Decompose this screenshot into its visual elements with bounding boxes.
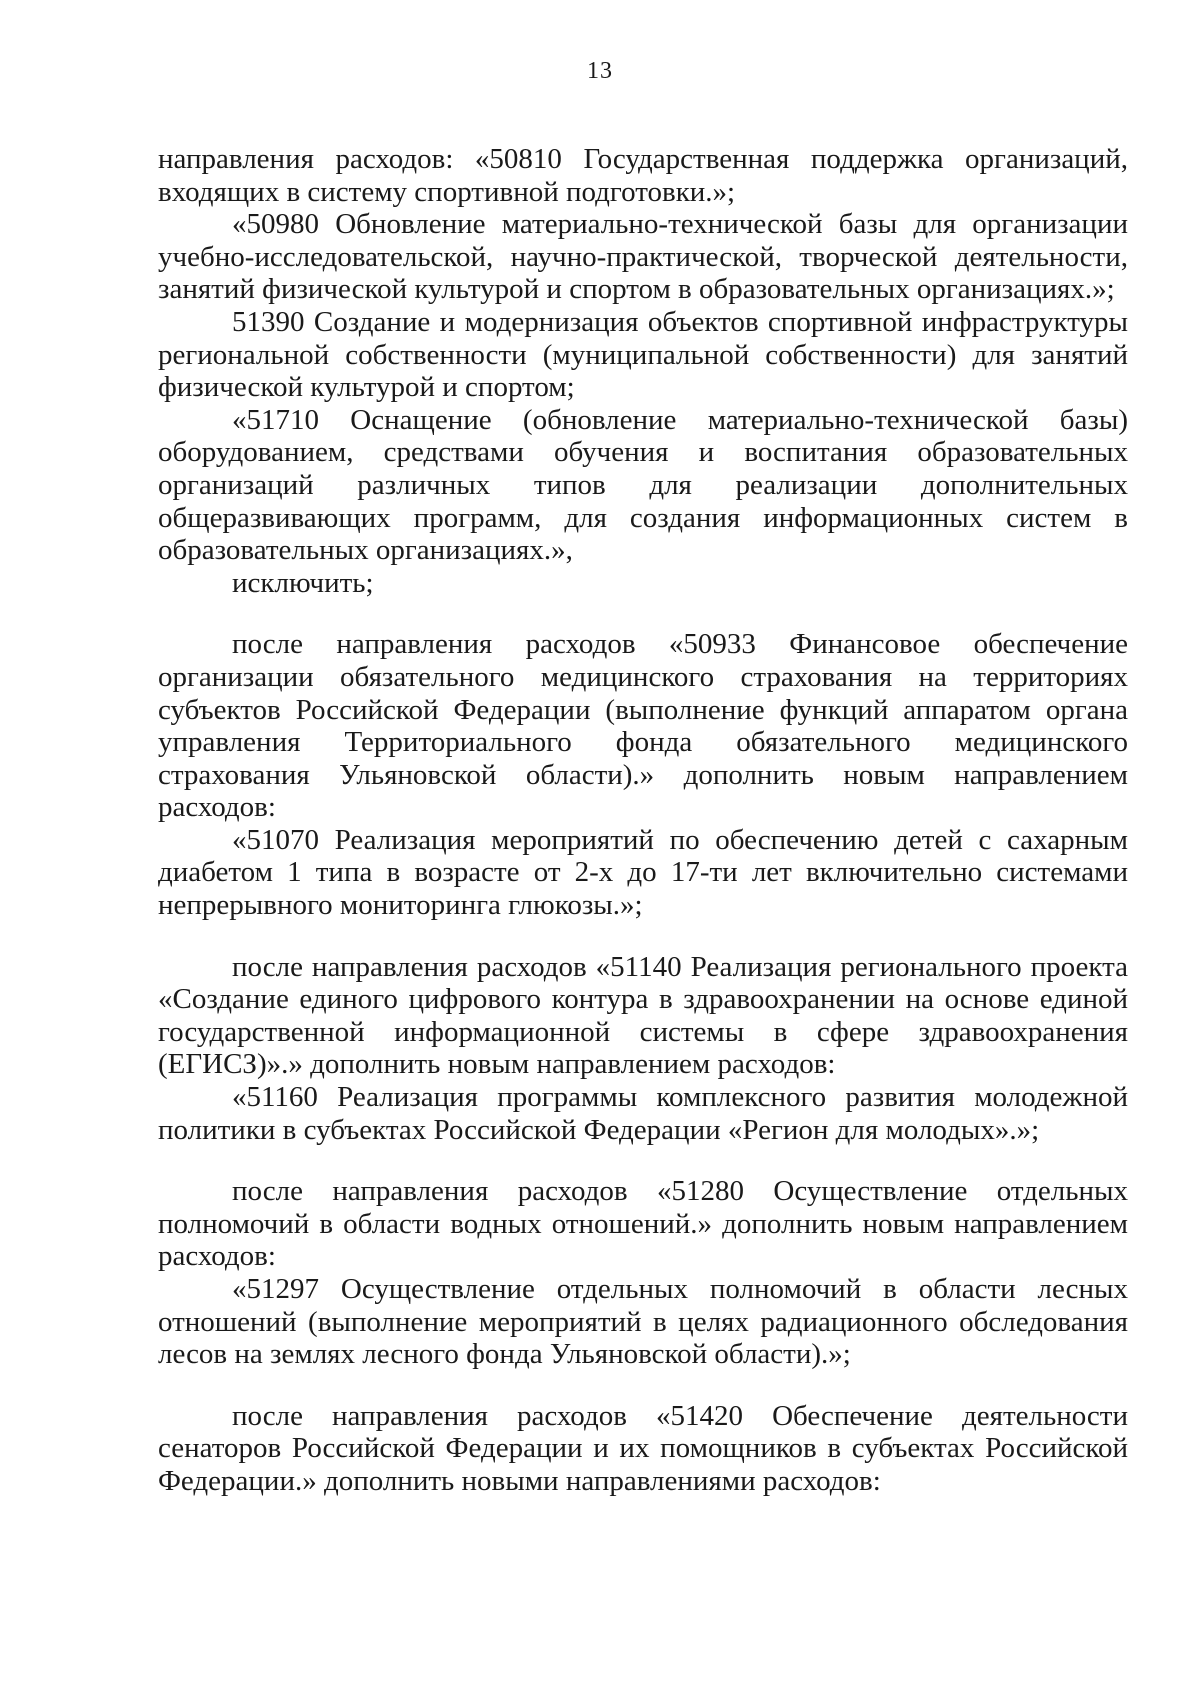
paragraph: после направления расходов «51140 Реализация регионального проекта «Создание единого цифрового контура в здравоохранении на основе единой государственной информационной системы в сфере здравоохранения (ЕГИСЗ)».» дополнить новым направлением расходов: <box>158 950 1128 1081</box>
paragraph: 51390 Создание и модернизация объектов спортивной инфраструктуры региональной собственности (муниципальной собственности) для занятий физической культурой и спортом; <box>158 305 1128 404</box>
page-number: 13 <box>587 58 613 84</box>
paragraph: исключить; <box>232 566 374 599</box>
paragraph: «51160 Реализация программы комплексного развития молодежной политики в субъектах Российской Федерации «Регион для молодых».»; <box>158 1081 1128 1146</box>
paragraph: после направления расходов «51280 Осуществление отдельных полномочий в области водных отношений.» дополнить новым направлением расходов: <box>158 1175 1128 1273</box>
paragraph: «51710 Оснащение (обновление материально-технической базы) оборудованием, средствами обучения и воспитания образовательных организаций различных типов для реализации дополнительных общеразвивающих программ, для создания информационных систем в образовательных организациях.», <box>158 403 1128 567</box>
paragraph: после направления расходов «51420 Обеспечение деятельности сенаторов Российской Федерации и их помощников в субъектах Российской Федерации.» дополнить новыми направлениями расходов: <box>158 1399 1128 1497</box>
paragraph: «50980 Обновление материально-технической базы для организации учебно-исследовательской, научно-практической, творческой деятельности, занятий физической культурой и спортом в образовательных организациях.»; <box>158 208 1128 306</box>
document-body <box>158 143 1128 1498</box>
paragraph: после направления расходов «50933 Финансовое обеспечение организации обязательного медицинского страхования на территориях субъектов Российской Федерации (выполнение функций аппаратом органа управления Территориального фонда обязательного медицинского страхования Ульяновской области).» дополнить новым направлением расходов: <box>158 628 1128 824</box>
paragraph: направления расходов: «50810 Государственная поддержка организаций, входящих в систему спортивной подготовки.»; <box>158 143 1128 208</box>
paragraph: «51297 Осуществление отдельных полномочий в области лесных отношений (выполнение мероприятий в целях радиационного обследования лесов на землях лесного фонда Ульяновской области).»; <box>158 1273 1128 1371</box>
paragraph: «51070 Реализация мероприятий по обеспечению детей с сахарным диабетом 1 типа в возрасте от 2-х до 17-ти лет включительно системами непрерывного мониторинга глюкозы.»; <box>158 823 1128 922</box>
